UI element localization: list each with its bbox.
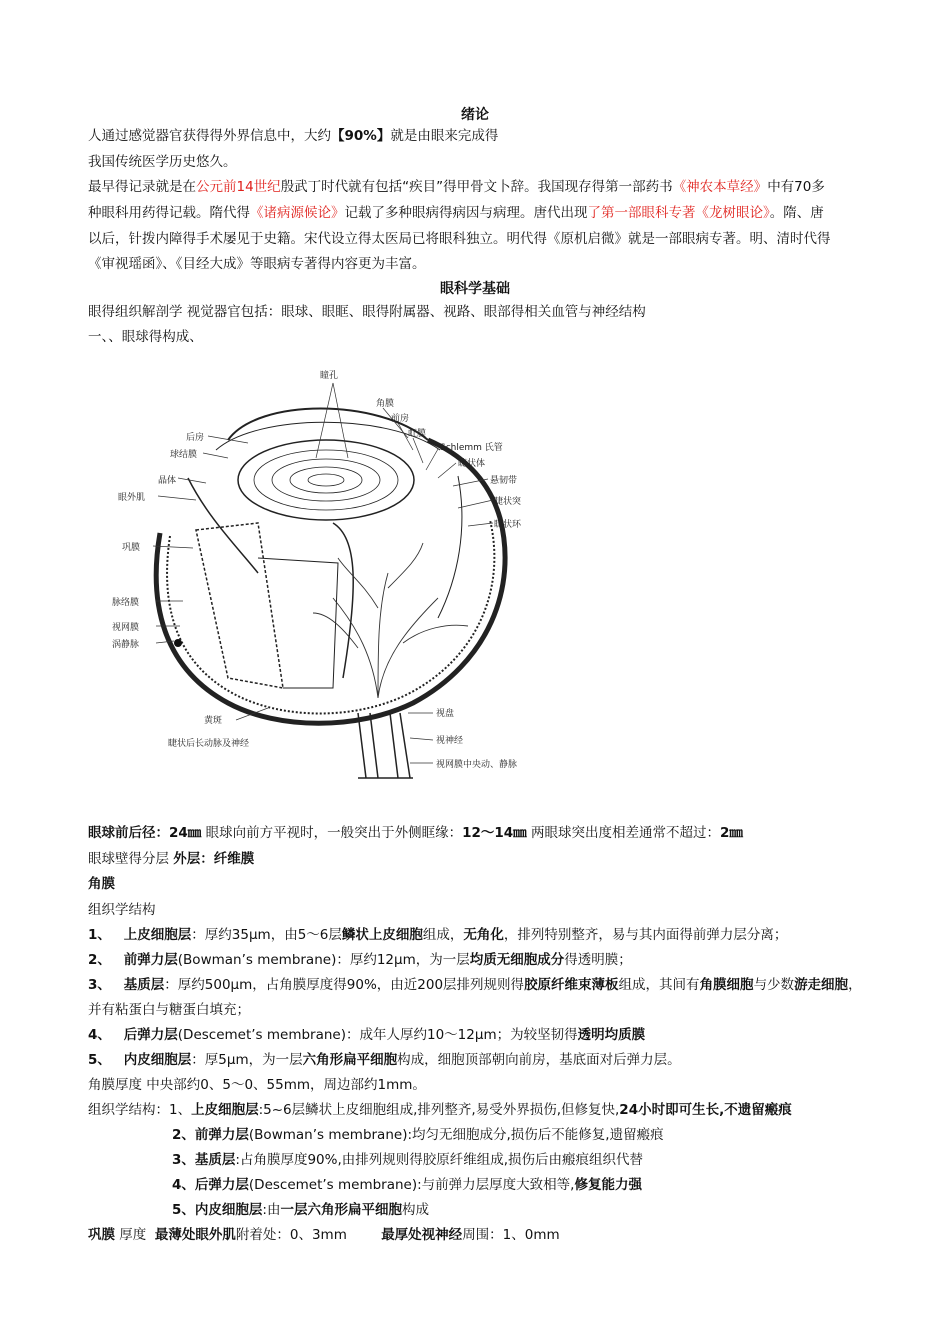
label-optic-disc: 视盘: [436, 709, 455, 719]
cornea-item-5: 5、 内皮细胞层：厚5μm，为一层六角形扁平细胞构成，细胞顶部朝向前房，基底面对后弹力层。: [88, 1052, 681, 1068]
label-anterior-chamber: 前房: [391, 414, 410, 424]
cornea-thickness: 角膜厚度 中央部约0、5～0、55mm，周边部约1mm。: [88, 1077, 426, 1093]
summary-4: 4、后弹力层(Descemet’s membrane):与前弹力层厚度大致相等,修复能力强: [172, 1177, 642, 1193]
label-schlemm: Schlemm 氏管: [440, 443, 503, 453]
vortex-vein-dot: [174, 639, 182, 647]
intro-p2: 我国传统医学历史悠久。: [88, 154, 237, 170]
label-conjunctiva: 球结膜: [170, 450, 198, 460]
label-ciliary-ring: 睫状环: [494, 520, 522, 530]
label-macula: 黄斑: [204, 716, 223, 726]
label-central-vessels: 视网膜中央动、静脉: [436, 760, 518, 770]
summary-3: 3、基质层:占角膜厚度90%,由排列规则得胶原纤维组成,损伤后由瘢痕组织代替: [172, 1152, 644, 1168]
label-ciliary-process: 睫状突: [494, 497, 522, 507]
cornea-item-3: 3、 基质层：厚约500μm，占角膜厚度得90%，由近200层排列规则得胶原纤维束薄板组成，其间有角膜细胞与少数游走细胞，: [88, 977, 862, 993]
label-sclera: 巩膜: [122, 543, 141, 553]
cornea-item-1: 1、 上皮细胞层：厚约35μm，由5～6层鳞状上皮细胞组成，无角化，排列特别整齐，易与其内面得前弹力层分离；: [88, 927, 788, 943]
basics-title: 眼科学基础: [440, 281, 510, 297]
sclera-line: 巩膜 厚度 最薄处眼外肌附着处：0、3mm 最厚处视神经周围：1、0mm: [88, 1227, 560, 1243]
intro-p1: 人通过感觉器官获得得外界信息中，大约【90%】就是由眼来完成得: [88, 128, 499, 144]
label-posterior-chamber: 后房: [186, 433, 205, 443]
label-pupil: 瞳孔: [320, 371, 339, 381]
intro-title: 绪论: [461, 107, 489, 123]
retinal-vessels: [313, 543, 468, 698]
cornea-item-3-cont: 并有粘蛋白与糖蛋白填充；: [88, 1002, 250, 1018]
label-ciliary-artery: 睫状后长动脉及神经: [168, 739, 250, 749]
eyeball-diagram: [108, 358, 550, 786]
summary-2: 2、前弹力层(Bowman’s membrane):均匀无细胞成分,损伤后不能修复,遗留瘢痕: [172, 1127, 664, 1143]
label-extraocular: 眼外肌: [118, 493, 146, 503]
summary-5: 5、内皮细胞层:由一层六角形扁平细胞构成: [172, 1202, 429, 1218]
label-optic-nerve: 视神经: [436, 736, 464, 746]
wall-line: 眼球壁得分层 外层：纤维膜: [88, 851, 255, 867]
axis-line: 眼球前后径：24㎜ 眼球向前方平视时，一般突出于外侧眶缘：12～14㎜ 两眼球突出度相差通常不超过：2㎜: [88, 825, 743, 841]
label-retina: 视网膜: [112, 623, 140, 633]
label-iris: 虹膜: [408, 429, 427, 439]
intro-p3-line1: 最早得记录就是在公元前14世纪殷武丁时代就有包括“疾目”得甲骨文卜辞。我国现存得第一部药书《神农本草经》中有70多: [88, 179, 825, 195]
cornea-title: 角膜: [88, 876, 115, 892]
basics-line2: 一、、眼球得构成、: [88, 329, 203, 345]
cornea-item-2: 2、 前弹力层(Bowman’s membrane)：厚约12μm，为一层均质无细胞成分得透明膜；: [88, 952, 632, 968]
label-zonule: 悬韧带: [490, 476, 518, 486]
label-cornea: 角膜: [376, 399, 395, 409]
label-choroid: 脉络膜: [112, 598, 140, 608]
label-lens: 晶体: [158, 476, 177, 486]
cornea-item-4: 4、 后弹力层(Descemet’s membrane)：成年人厚约10～12μm；为较坚韧得透明均质膜: [88, 1027, 646, 1043]
basics-line1: 眼得组织解剖学 视觉器官包括：眼球、眼眶、眼得附属器、视路、眼部得相关血管与神经结构: [88, 304, 646, 320]
intro-p3-line2: 种眼科用药得记载。隋代得《诸病源候论》记载了多种眼病得病因与病理。唐代出现了第一部眼科专著《龙树眼论》。隋、唐: [88, 205, 824, 221]
label-vortex-vein: 涡静脉: [112, 640, 140, 650]
intro-p3-line3: 以后，针拨内障得手术屡见于史籍。宋代设立得太医局已将眼科独立。明代得《原机启微》就是一部眼病专著。明、清时代得: [88, 231, 831, 247]
label-ciliary-body: 睫状体: [458, 459, 486, 469]
summary-1: 组织学结构：1、上皮细胞层:5~6层鳞状上皮细胞组成,排列整齐,易受外界损伤,但修复快,24小时即可生长,不遗留瘢痕: [88, 1102, 792, 1118]
intro-p3-line4: 《审视瑶函》、《目经大成》等眼病专著得内容更为丰富。: [88, 256, 426, 272]
histology-label: 组织学结构: [88, 902, 156, 918]
